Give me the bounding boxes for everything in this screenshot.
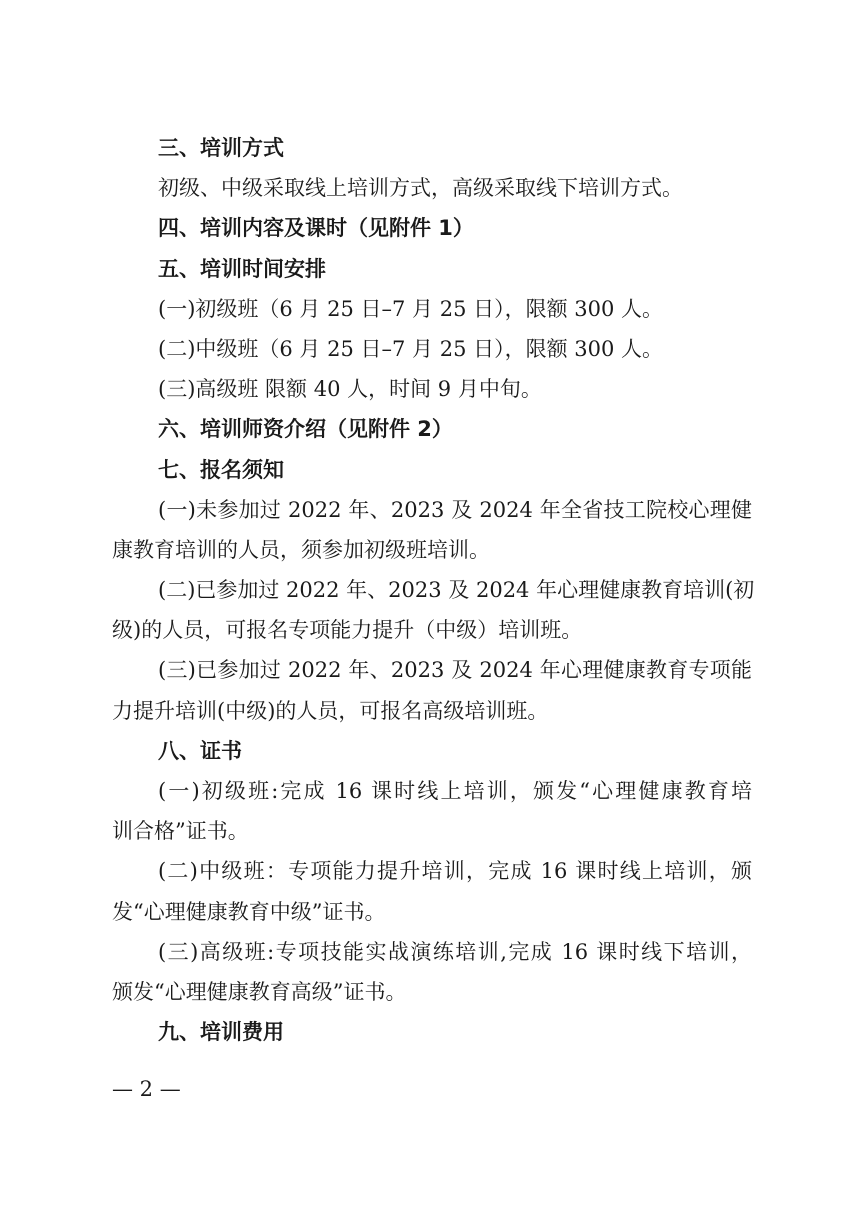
- paragraph-line: 发“心理健康教育中级”证书。: [112, 899, 386, 924]
- paragraph-line: (三)已参加过 2022 年、2023 及 2024 年心理健康教育专项能: [158, 658, 752, 683]
- section-heading: 五、培训时间安排: [158, 256, 326, 281]
- section-heading: 七、报名须知: [158, 457, 284, 482]
- paragraph-line: (一)未参加过 2022 年、2023 及 2024 年全省技工院校心理健: [158, 497, 752, 522]
- paragraph-line: (三)高级班:专项技能实战演练培训,完成 16 课时线下培训，: [158, 939, 752, 964]
- paragraph-line: 颁发“心理健康教育高级”证书。: [112, 979, 407, 1004]
- paragraph-line: 级)的人员，可报名专项能力提升（中级）培训班。: [112, 618, 583, 643]
- paragraph-line: 力提升培训(中级)的人员，可报名高级培训班。: [112, 698, 549, 723]
- section-heading: 八、证书: [158, 738, 242, 763]
- paragraph-line: 康教育培训的人员，须参加初级班培训。: [112, 537, 490, 562]
- section-heading: 三、培训方式: [158, 136, 284, 160]
- paragraph-line: (三)高级班 限额 40 人，时间 9 月中旬。: [158, 377, 542, 402]
- paragraph-line: (一)初级班（6 月 25 日–7 月 25 日），限额 300 人。: [158, 296, 664, 321]
- paragraph-line: (二)中级班：专项能力提升培训，完成 16 课时线上培训，颁: [158, 859, 752, 884]
- paragraph-line: (二)已参加过 2022 年、2023 及 2024 年心理健康教育培训(初: [158, 578, 755, 603]
- section-heading: 四、培训内容及课时（见附件 1）: [158, 216, 474, 241]
- document-body: [112, 128, 755, 1052]
- paragraph-line: 训合格”证书。: [112, 819, 249, 844]
- page-number: — 2 —: [112, 1077, 181, 1101]
- paragraph-line: 初级、中级采取线上培训方式，高级采取线下培训方式。: [158, 176, 683, 201]
- section-heading: 六、培训师资介绍（见附件 2）: [158, 417, 453, 442]
- paragraph-line: (一)初级班:完成 16 课时线上培训，颁发“心理健康教育培: [158, 779, 752, 803]
- section-heading: 九、培训费用: [158, 1020, 284, 1045]
- paragraph-line: (二)中级班（6 月 25 日–7 月 25 日），限额 300 人。: [158, 336, 664, 361]
